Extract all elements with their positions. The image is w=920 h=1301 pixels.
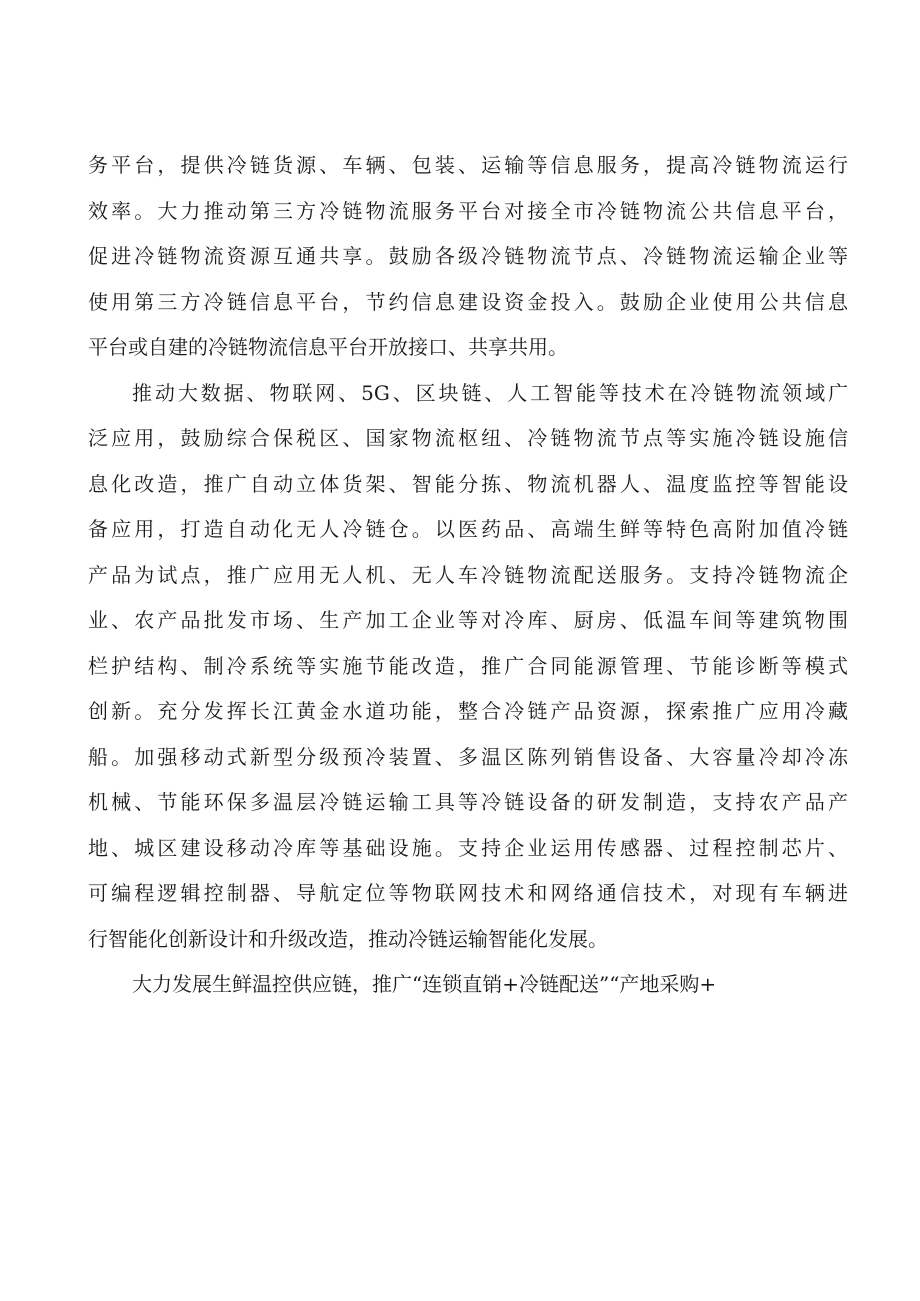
text-line: 使用第三方冷链信息平台，节约信息建设资金投入。鼓励企业使用公共信息 [88, 289, 848, 314]
text-line: 船。加强移动式新型分级预冷装置、多温区陈列销售设备、大容量冷却冷冻 [88, 744, 848, 769]
text-line: 效率。大力推动第三方冷链物流服务平台对接全市冷链物流公共信息平台， [88, 198, 848, 223]
text-line: 可编程逻辑控制器、导航定位等物联网技术和网络通信技术，对现有车辆进 [88, 881, 848, 905]
paragraph-1 [88, 143, 848, 371]
text-line: 业、农产品批发市场、生产加工企业等对冷库、厨房、低温车间等建筑物围 [88, 608, 848, 632]
text-line: 备应用，打造自动化无人冷链仓。以医药品、高端生鲜等特色高附加值冷链 [88, 517, 848, 541]
text-line: 产品为试点，推广应用无人机、无人车冷链物流配送服务。支持冷链物流企 [88, 562, 848, 587]
text-line: 大力发展生鲜温控供应链，推广“连锁直销+冷链配送”“产地采购+ [132, 972, 717, 996]
text-line: 务平台，提供冷链货源、车辆、包装、运输等信息服务，提高冷链物流运行 [88, 153, 848, 177]
text-line: 泛应用，鼓励综合保税区、国家物流枢纽、冷链物流节点等实施冷链设施信 [88, 426, 848, 450]
text-line: 栏护结构、制冷系统等实施节能改造，推广合同能源管理、节能诊断等模式 [88, 653, 848, 678]
text-line: 行智能化创新设计和升级改造，推动冷链运输智能化发展。 [88, 926, 608, 951]
text-line: 机械、节能环保多温层冷链运输工具等冷链设备的研发制造，支持农产品产 [88, 790, 848, 814]
text-line: 息化改造，推广自动立体货架、智能分拣、物流机器人、温度监控等智能设 [88, 471, 848, 496]
text-line: 促进冷链物流资源互通共享。鼓励各级冷链物流节点、冷链物流运输企业等 [88, 244, 848, 268]
document-body [88, 143, 848, 1008]
text-line: 推动大数据、物联网、5G、区块链、人工智能等技术在冷链物流领域广 [132, 380, 848, 405]
text-line: 平台或自建的冷链物流信息平台开放接口、共享共用。 [88, 335, 568, 359]
paragraph-3 [88, 962, 848, 1008]
text-line: 创新。充分发挥长江黄金水道功能，整合冷链产品资源，探索推广应用冷藏 [88, 699, 848, 723]
text-line: 地、城区建设移动冷库等基础设施。支持企业运用传感器、过程控制芯片、 [88, 835, 848, 860]
paragraph-2 [88, 371, 848, 963]
